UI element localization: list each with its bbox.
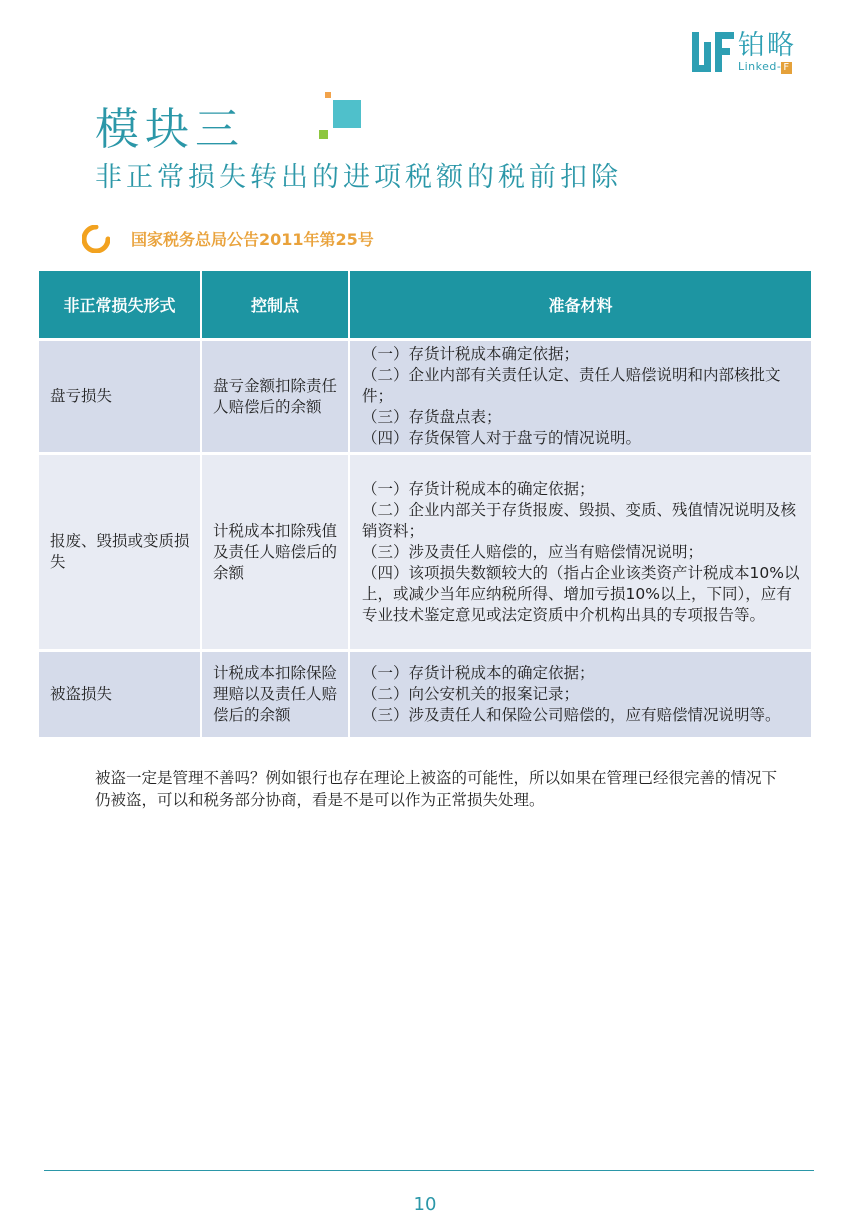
- cell-control-point: 盘亏金额扣除责任人赔偿后的余额: [202, 341, 350, 455]
- table-header-row: [39, 271, 811, 341]
- material-item: （二）企业内部有关责任认定、责任人赔偿说明和内部核批文件；: [362, 366, 781, 405]
- logo-mark-icon: [692, 32, 734, 72]
- decor-square-green: [319, 130, 328, 139]
- header-control-point: 控制点: [202, 271, 350, 341]
- material-item: （四）该项损失数额较大的（指占企业该类资产计税成本10%以上，或减少当年应纳税所得、增加亏损10%以上，下同），应有专业技术鉴定意见或法定资质中介机构出具的专项报告等。: [362, 563, 800, 624]
- loss-table: [39, 271, 811, 740]
- table-row: [39, 455, 811, 652]
- cell-control-point: 计税成本扣除保险理赔以及责任人赔偿后的余额: [202, 652, 350, 740]
- footer-divider: [44, 1170, 814, 1171]
- material-item: （三）涉及责任人赔偿的，应当有赔偿情况说明；: [362, 542, 704, 561]
- logo-sub-badge: F: [783, 62, 790, 73]
- module-subtitle: 非正常损失转出的进项税额的税前扣除: [95, 162, 622, 193]
- note-paragraph: 被盗一定是管理不善吗？例如银行也存在理论上被盗的可能性，所以如果在管理已经很完善的情况下仍被盗，可以和税务部分协商，看是不是可以作为正常损失处理。: [95, 769, 778, 809]
- cell-control-point: 计税成本扣除残值及责任人赔偿后的余额: [202, 455, 350, 652]
- cell-loss-form: 被盗损失: [39, 652, 202, 740]
- material-item: （一）存货计税成本确定依据；: [362, 345, 580, 363]
- announcement-heading: 国家税务总局公告2011年第25号: [131, 230, 374, 249]
- table-row: [39, 652, 811, 740]
- material-item: （三）涉及责任人和保险公司赔偿的，应有赔偿情况说明等。: [362, 706, 781, 724]
- page-number: 10: [413, 1194, 437, 1215]
- cell-materials: [350, 455, 811, 652]
- header-materials: 准备材料: [350, 271, 811, 341]
- module-title: 模块三: [95, 104, 245, 155]
- cell-materials: [350, 341, 811, 455]
- decor-square-orange: [325, 92, 331, 98]
- material-item: （二）向公安机关的报案记录；: [362, 685, 580, 703]
- ring-bullet-icon: [82, 225, 110, 253]
- logo-subtext: [738, 60, 792, 74]
- cell-materials: [350, 652, 811, 740]
- cell-loss-form: 报废、毁损或变质损失: [39, 455, 202, 652]
- table-row: [39, 341, 811, 455]
- material-item: （四）存货保管人对于盘亏的情况说明。: [362, 429, 642, 447]
- material-item: （二）企业内部关于存货报废、毁损、变质、残值情况说明及核销资料；: [362, 500, 797, 540]
- decor-square-teal: [333, 100, 361, 128]
- brand-logo: [692, 32, 822, 74]
- logo-sub-text: Linked-: [738, 60, 782, 73]
- material-item: （三）存货盘点表；: [362, 408, 502, 426]
- cell-loss-form: 盘亏损失: [39, 341, 202, 455]
- material-item: （一）存货计税成本的确定依据；: [362, 479, 595, 498]
- header-loss-form: 非正常损失形式: [39, 271, 202, 341]
- logo-name: 铂略: [738, 30, 796, 61]
- material-item: （一）存货计税成本的确定依据；: [362, 664, 595, 682]
